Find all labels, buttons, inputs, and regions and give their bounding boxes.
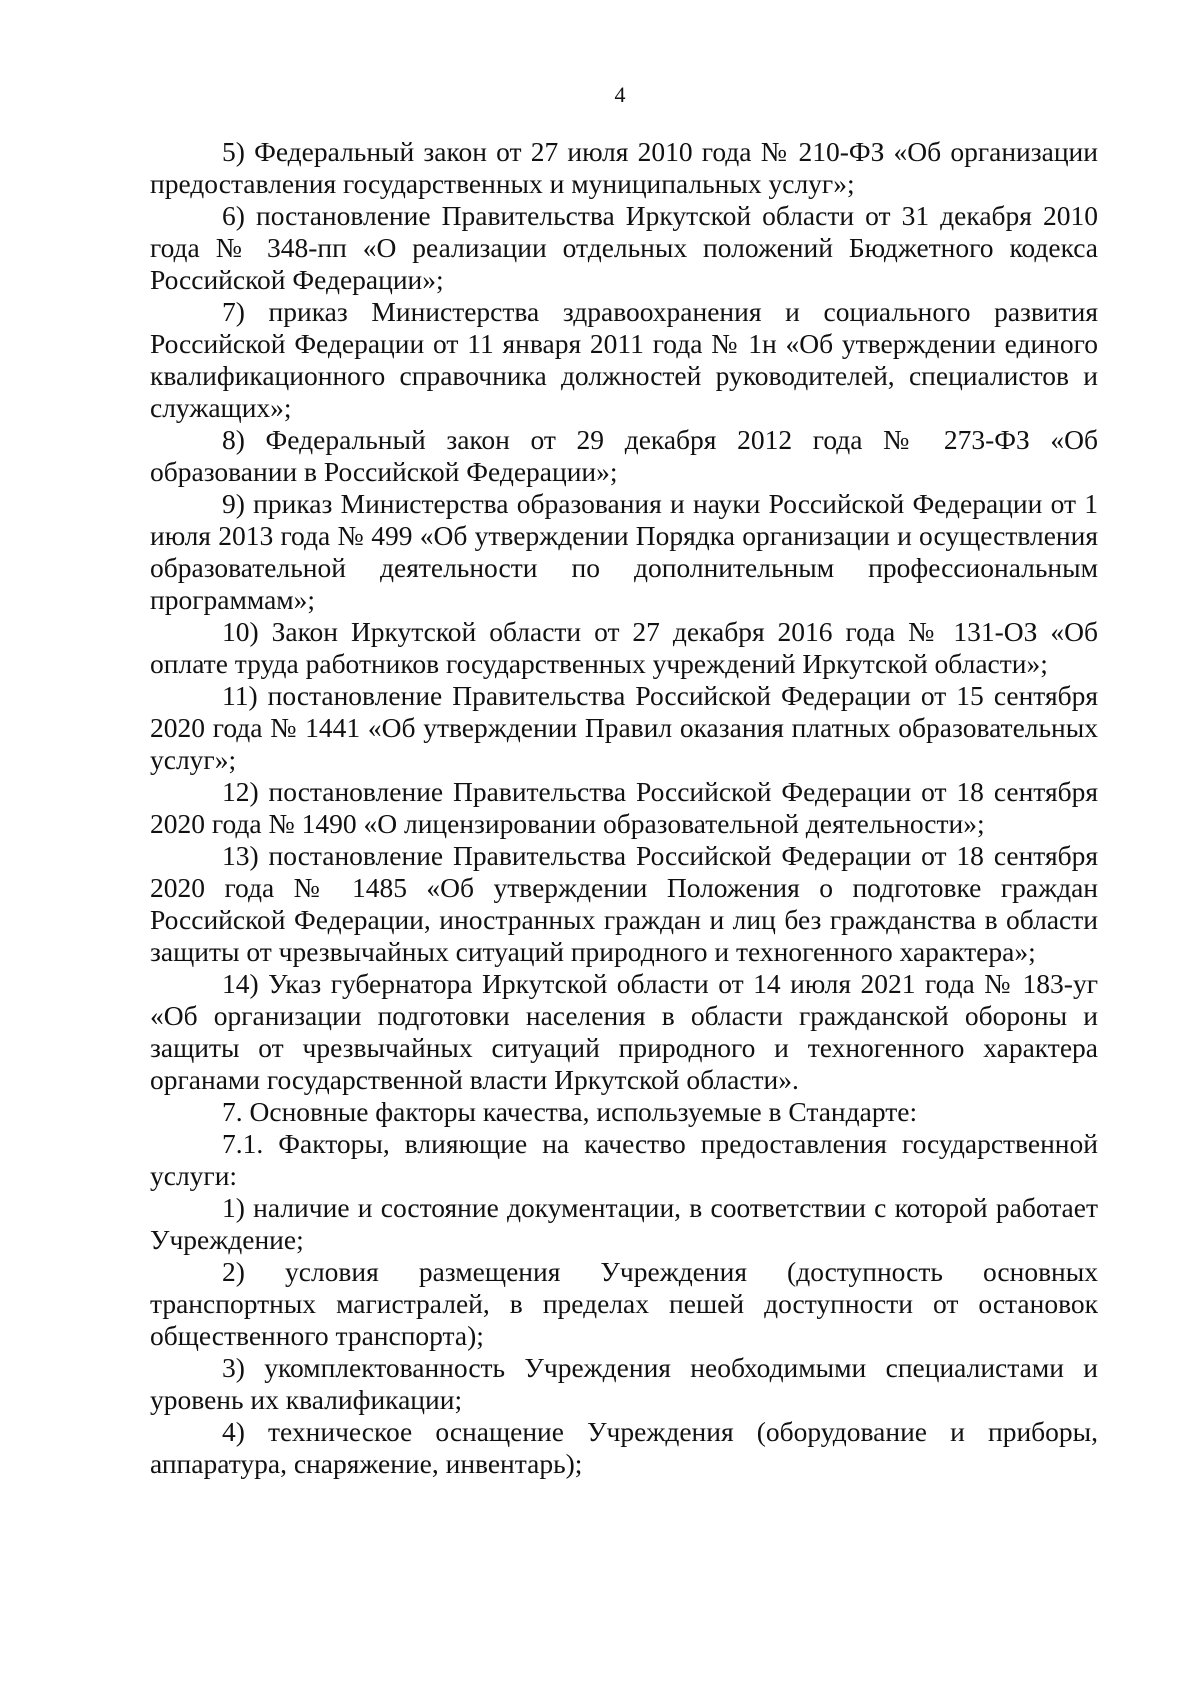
page-number: 4: [614, 82, 626, 107]
list-item-9-order-499: 9) приказ Министерства образования и науки Российской Федерации от 1 июля 2013 года № 499 «Об утверждении Порядка организации и осуществления образовательной деятельности по дополнительным профессиональным программам»;: [150, 488, 1098, 615]
factor-item-3: 3) укомплектованность Учреждения необходимыми специалистами и уровень их квалификации;: [150, 1352, 1098, 1415]
list-item-10-law-131: 10) Закон Иркутской области от 27 декабря 2016 года № 131-ОЗ «Об оплате труда работников государственных учреждений Иркутской области»;: [150, 616, 1098, 679]
section-7-1-heading: 7.1. Факторы, влияющие на качество предоставления государственной услуги:: [150, 1128, 1098, 1191]
list-item-12-resolution-1490: 12) постановление Правительства Российской Федерации от 18 сентября 2020 года № 1490 «О лицензировании образовательной деятельности»;: [150, 776, 1098, 839]
factor-item-4: 4) техническое оснащение Учреждения (оборудование и приборы, аппаратура, снаряжение, инвентарь);: [150, 1416, 1098, 1479]
factor-item-2: 2) условия размещения Учреждения (доступность основных транспортных магистралей, в пределах пешей доступности от остановок общественного транспорта);: [150, 1256, 1098, 1351]
list-item-7-order-1n: 7) приказ Министерства здравоохранения и социального развития Российской Федерации от 11 января 2011 года № 1н «Об утверждении единого квалификационного справочника должностей руководителей, специалистов и служащих»;: [150, 296, 1098, 423]
factor-item-1: 1) наличие и состояние документации, в соответствии с которой работает Учреждение;: [150, 1192, 1098, 1255]
list-item-11-resolution-1441: 11) постановление Правительства Российской Федерации от 15 сентября 2020 года № 1441 «Об утверждении Правил оказания платных образовательных услуг»;: [150, 680, 1098, 775]
list-item-5-federal-law-210: 5) Федеральный закон от 27 июля 2010 года № 210-ФЗ «Об организации предоставления государственных и муниципальных услуг»;: [150, 136, 1098, 199]
list-item-14-decree-183: 14) Указ губернатора Иркутской области от 14 июля 2021 года № 183-уг «Об организации подготовки населения в области гражданской обороны и защиты от чрезвычайных ситуаций природного и техногенного характера органами государственной власти Иркутской области».: [150, 968, 1098, 1095]
document-body: [150, 136, 1098, 1480]
list-item-13-resolution-1485: 13) постановление Правительства Российской Федерации от 18 сентября 2020 года № 1485 «Об утверждении Положения о подготовке граждан Российской Федерации, иностранных граждан и лиц без гражданства в области защиты от чрезвычайных ситуаций природного и техногенного характера»;: [150, 840, 1098, 967]
section-7-heading: 7. Основные факторы качества, используемые в Стандарте:: [222, 1096, 918, 1127]
list-item-8-federal-law-273: 8) Федеральный закон от 29 декабря 2012 года № 273-ФЗ «Об образовании в Российской Федерации»;: [150, 424, 1098, 487]
list-item-6-resolution-348: 6) постановление Правительства Иркутской области от 31 декабря 2010 года № 348-пп «О реализации отдельных положений Бюджетного кодекса Российской Федерации»;: [150, 200, 1098, 295]
